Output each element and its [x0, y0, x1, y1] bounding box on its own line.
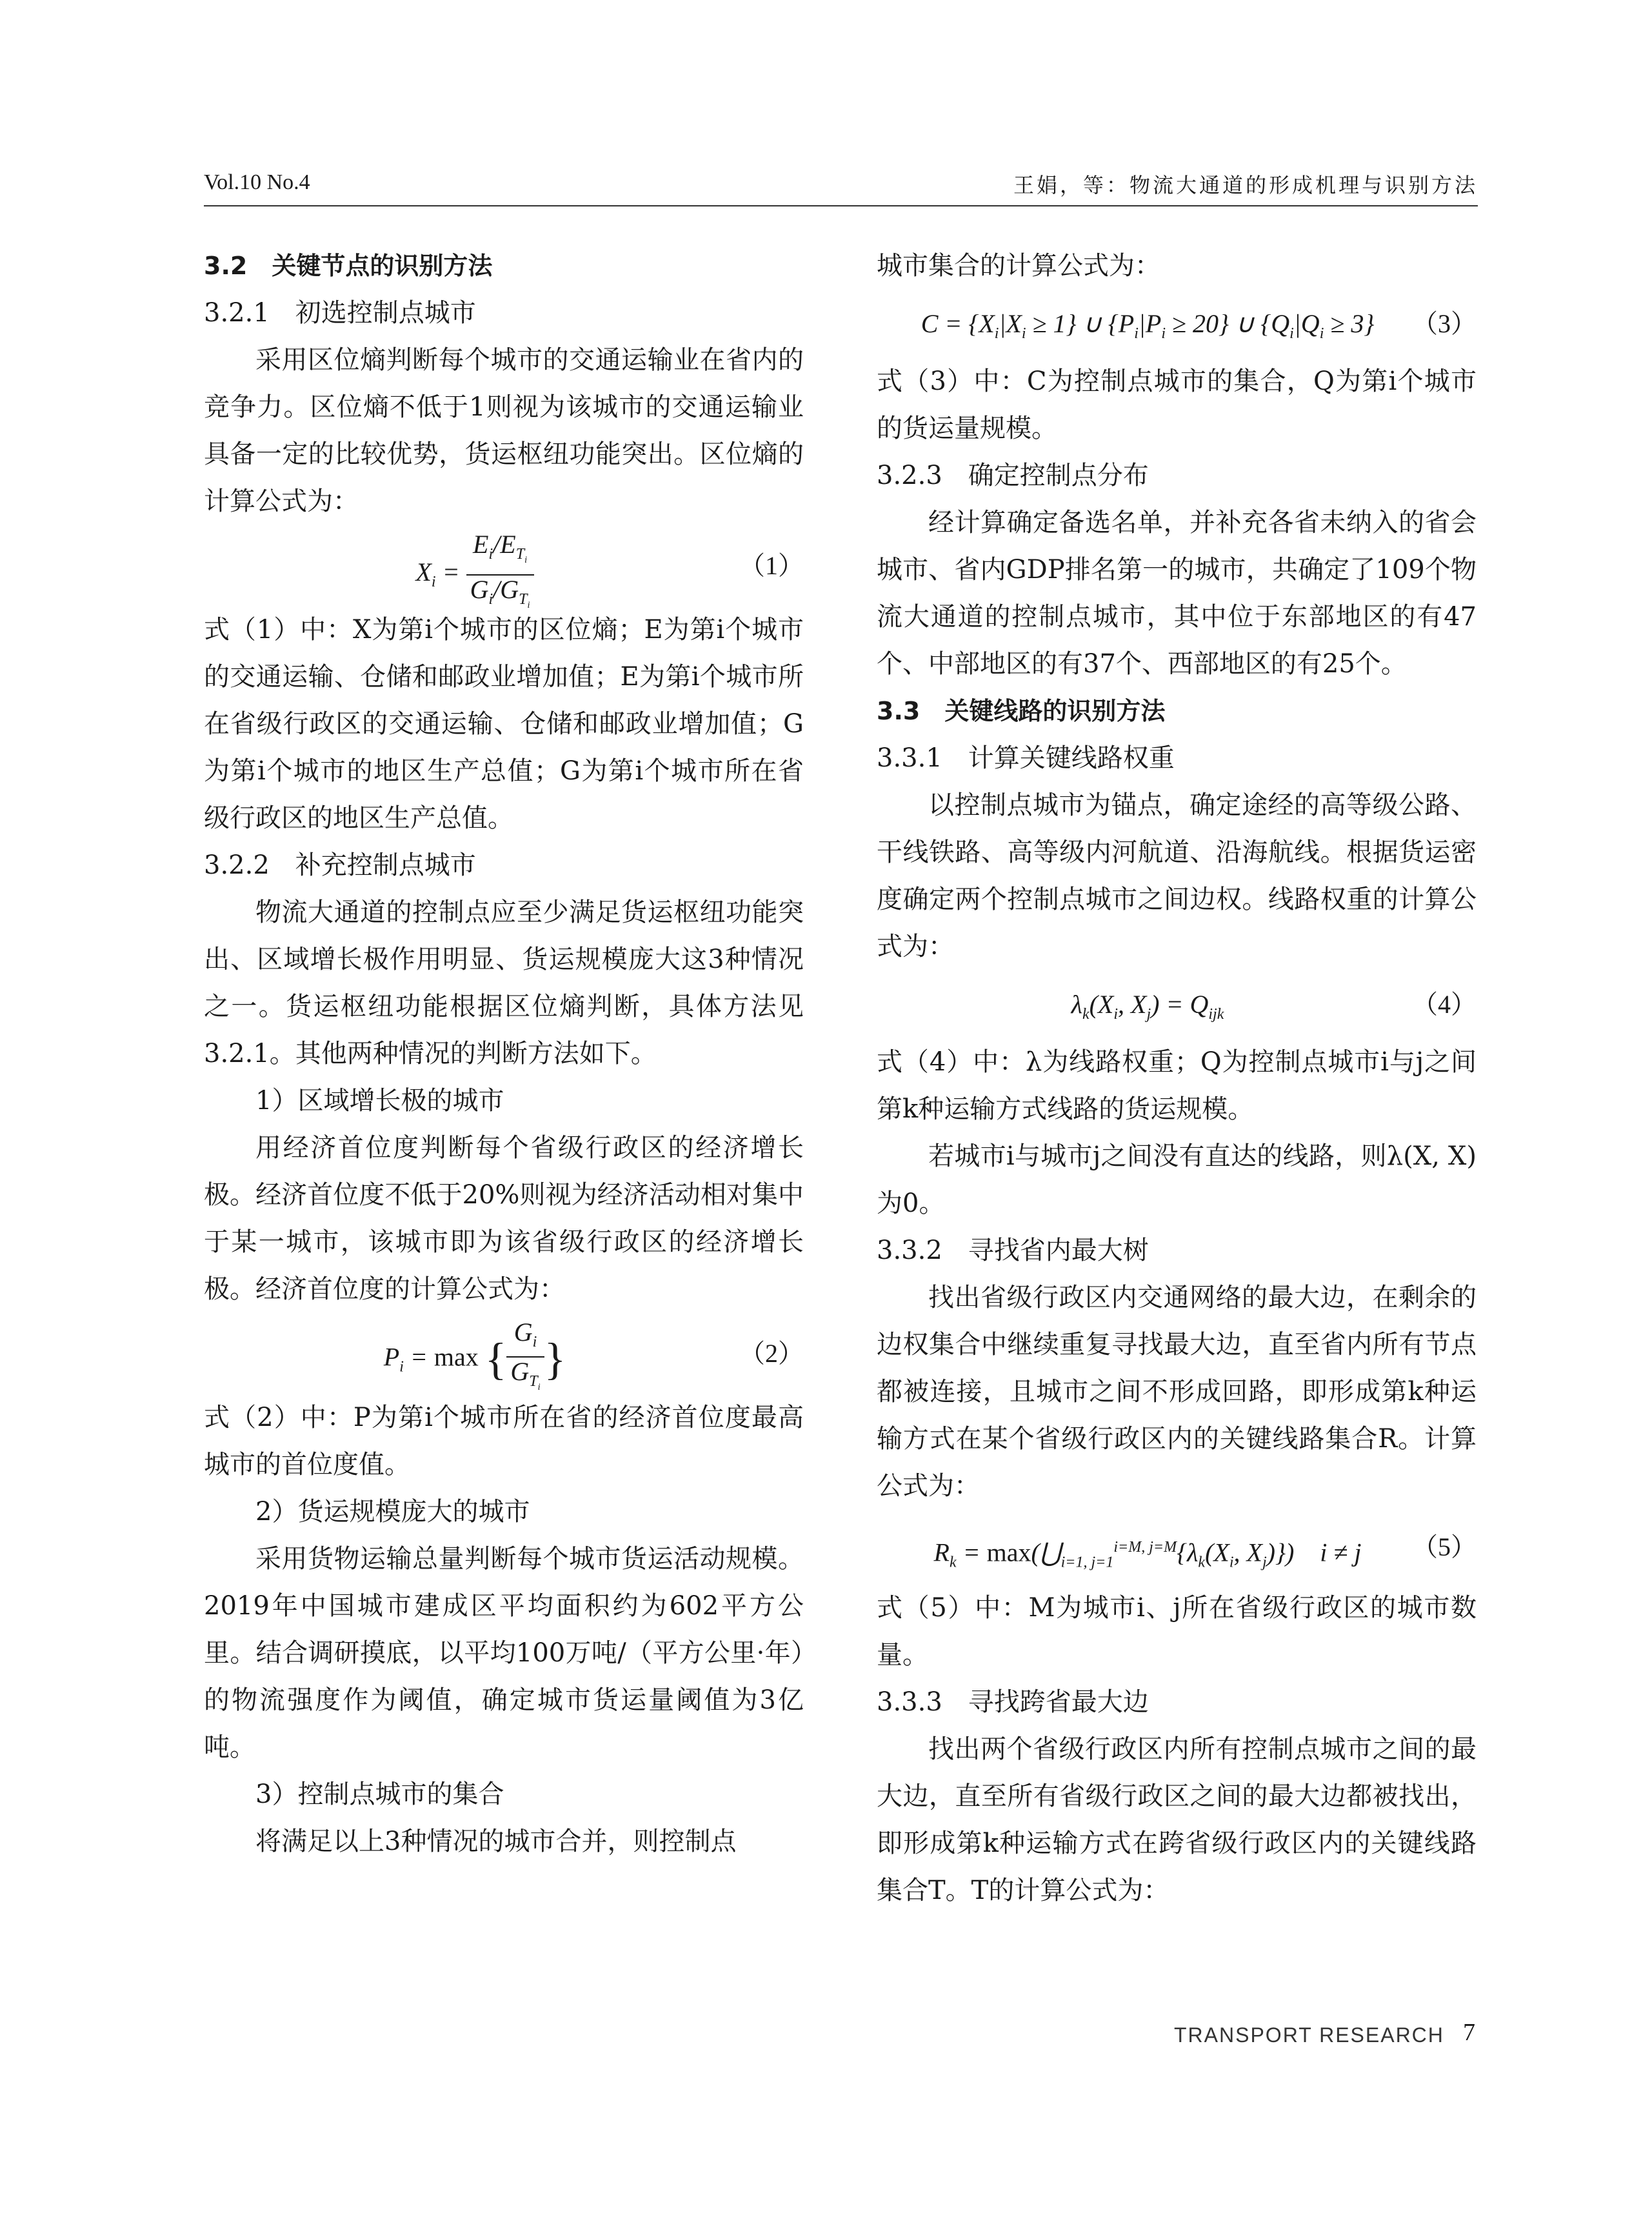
- equation-1-body: $X_i$ = $\frac{E_i/E_{T_i}}{G_i/G_{T_i}}$: [204, 530, 746, 619]
- equation-4-body: $\lambda_k(X_i$, $X_j) = Q_{ijk}$: [1071, 990, 1224, 1023]
- journal-volume: Vol.10 No.4: [204, 170, 310, 194]
- paragraph: 若城市i与城市j之间没有直达的线路，则λ(X, X)为0。: [877, 1141, 1477, 1218]
- paragraph: 式（3）中：C为控制点城市的集合，Q为第i个城市的货运量规模。: [877, 366, 1477, 443]
- equation-5: [877, 1515, 1477, 1579]
- paragraph: 以控制点城市为锚点，确定途经的高等级公路、干线铁路、高等级内河航道、沿海航线。根据货运密度确定两个控制点城市之间边权。线路权重的计算公式为：: [877, 790, 1477, 961]
- page-number: 7: [1463, 2019, 1475, 2046]
- section-heading-3-2: 3.2 关键节点的识别方法: [204, 252, 493, 280]
- paragraph: 找出省级行政区内交通网络的最大边，在剩余的边权集合中继续重复寻找最大边，直至省内所有节点都被连接，且城市之间不形成回路，即形成第k种运输方式在某个省级行政区内的关键线路集合R。计算公式为：: [877, 1283, 1477, 1501]
- paragraph: 城市集合的计算公式为：: [877, 251, 1160, 281]
- paragraph: 采用货物运输总量判断每个城市货运活动规模。2019年中国城市建成区平均面积约为602平方公里。结合调研摸底，以平均100万吨/（平方公里·年）的物流强度作为阈值，确定城市货运量阈值为3亿吨。: [204, 1544, 804, 1762]
- subsection-heading-3-3-1: 3.3.1 计算关键线路权重: [877, 743, 1175, 773]
- subsection-heading-3-3-3: 3.3.3 寻找跨省最大边: [877, 1687, 1149, 1717]
- equation-1-number: （1）: [739, 551, 804, 580]
- equation-4-number: （4）: [1412, 990, 1477, 1019]
- list-item: 1）区域增长极的城市: [255, 1086, 504, 1116]
- paragraph: 式（5）中：M为城市i、j所在省级行政区的城市数量。: [877, 1593, 1477, 1670]
- paragraph: 采用区位熵判断每个城市的交通运输业在省内的竞争力。区位熵不低于1则视为该城市的交通运输业具备一定的比较优势，货运枢纽功能突出。区位熵的计算公式为：: [204, 345, 804, 516]
- paragraph: 将满足以上3种情况的城市合并，则控制点: [255, 1827, 737, 1856]
- subsection-heading-3-2-2: 3.2.2 补充控制点城市: [204, 850, 476, 880]
- paragraph: 式（1）中：X为第i个城市的区位熵；E为第i个城市的交通运输、仓储和邮政业增加值；E为第i个城市所在省级行政区的交通运输、仓储和邮政业增加值；G为第i个城市的地区生产总值；G为第i个城市所在省级行政区的地区生产总值。: [204, 615, 804, 833]
- page-header: [204, 166, 1478, 205]
- equation-2: [204, 1318, 804, 1392]
- header-rule: [204, 205, 1478, 206]
- running-title: 王娟，等：物流大通道的形成机理与识别方法: [1013, 173, 1478, 197]
- paragraph: 式（4）中：λ为线路权重；Q为控制点城市i与j之间第k种运输方式线路的货运规模。: [877, 1047, 1477, 1124]
- subsection-heading-3-3-2: 3.3.2 寻找省内最大树: [877, 1236, 1149, 1265]
- left-column: [204, 243, 804, 1865]
- journal-name-footer: TRANSPORT RESEARCH: [1174, 2023, 1444, 2047]
- fraction: $\frac{G_i}{G_{T_i}}$: [506, 1318, 544, 1401]
- paragraph: 用经济首位度判断每个省级行政区的经济增长极。经济首位度不低于20%则视为经济活动相对集中于某一城市，该城市即为该省级行政区的经济增长极。经济首位度的计算公式为：: [204, 1133, 804, 1304]
- list-item: 3）控制点城市的集合: [255, 1780, 504, 1809]
- equation-2-number: （2）: [739, 1339, 804, 1368]
- equation-3-body: $C = \{X_i|X_i \ge 1\}$ ∪ $\{P_i|P_i \ge 20\}$ ∪ $\{Q_i|Q_i \ge 3\}$: [921, 309, 1375, 342]
- paragraph: 找出两个省级行政区内所有控制点城市之间的最大边，直至所有省级行政区之间的最大边都被找出，即形成第k种运输方式在跨省级行政区内的关键线路集合T。T的计算公式为：: [877, 1734, 1477, 1905]
- equation-5-body: $R_k$ = $\max(⋃_{i=1, j=1}^{i=M, j=M}\{\lambda_k(X_i$, $X_j$)}) i ≠ j: [933, 1538, 1362, 1571]
- equation-3-number: （3）: [1412, 309, 1477, 338]
- fraction: $\frac{E_i/E_{T_i}}{G_i/G_{T_i}}$: [466, 530, 534, 619]
- equation-4: [877, 976, 1477, 1034]
- section-heading-3-3: 3.3 关键线路的识别方法: [877, 697, 1166, 725]
- equation-3: [877, 295, 1477, 353]
- subsection-heading-3-2-1: 3.2.1 初选控制点城市: [204, 298, 476, 328]
- paragraph: 物流大通道的控制点应至少满足货运枢纽功能突出、区域增长极作用明显、货运规模庞大这3种情况之一。货运枢纽功能根据区位熵判断，具体方法见3.2.1。其他两种情况的判断方法如下。: [204, 897, 804, 1068]
- equation-2-body: $P_i = \max$ { $\frac{G_i}{G_{T_i}}$ }: [204, 1318, 746, 1403]
- equation-5-number: （5）: [1412, 1532, 1477, 1561]
- paragraph: 经计算确定备选名单，并补充各省未纳入的省会城市、省内GDP排名第一的城市，共确定了109个物流大通道的控制点城市，其中位于东部地区的有47个、中部地区的有37个、西部地区的有25个。: [877, 508, 1477, 679]
- list-item: 2）货运规模庞大的城市: [255, 1497, 530, 1527]
- subsection-heading-3-2-3: 3.2.3 确定控制点分布: [877, 461, 1149, 490]
- paragraph: 式（2）中：P为第i个城市所在省的经济首位度最高城市的首位度值。: [204, 1403, 804, 1479]
- equation-1: [204, 530, 804, 610]
- right-column: [877, 243, 1477, 1914]
